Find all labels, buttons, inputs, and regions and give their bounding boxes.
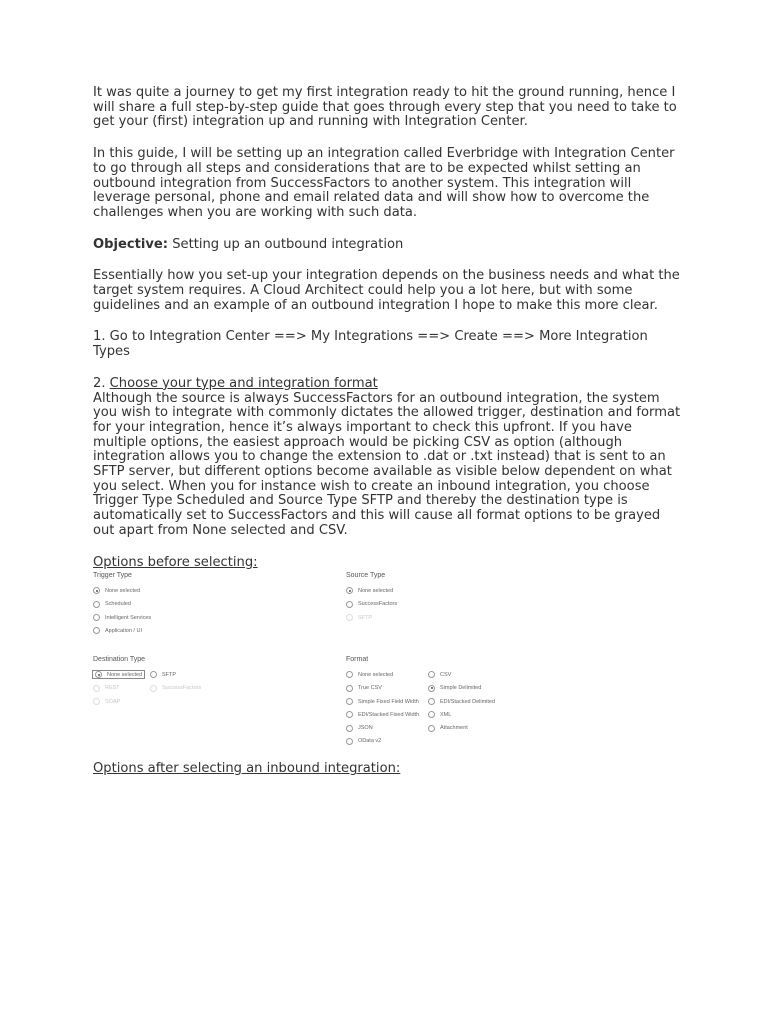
radio-label: EDI/Stacked Delimited bbox=[440, 698, 496, 705]
radio-option[interactable] bbox=[428, 668, 510, 681]
radio-option[interactable] bbox=[346, 682, 428, 695]
format-group bbox=[346, 656, 510, 748]
options-after-heading: Options after selecting an inbound integration: bbox=[93, 761, 401, 777]
setup-paragraph: Essentially how you set-up your integration depends on the business needs and what the target system requires. A Cloud Architect could help you a lot here, but with some guidelines and an example of an outbound integration I hope to make this more clear. bbox=[93, 268, 680, 313]
radio-icon bbox=[346, 614, 353, 621]
guide-paragraph: In this guide, I will be setting up an integration called Everbridge with Integration Center to go through all steps and considerations that are to be expected whilst setting an outbound integration from SuccessFactors to another system. This integration will leverage personal, phone and email related data and will show how to overcome the challenges when you are working with such data. bbox=[93, 146, 675, 220]
radio-option[interactable] bbox=[93, 611, 151, 624]
radio-label: SFTP bbox=[358, 614, 373, 621]
radio-icon bbox=[346, 698, 353, 705]
radio-icon bbox=[93, 601, 100, 608]
intro-paragraph: It was quite a journey to get my first integration ready to hit the ground running, hence I will share a full step-by-step guide that goes through every step that you need to take to get your (first) integration up and running with Integration Center. bbox=[93, 85, 677, 130]
radio-option bbox=[93, 682, 150, 695]
radio-label: XML bbox=[440, 711, 452, 718]
step-1: 1. Go to Integration Center ==> My Integrations ==> Create ==> More Integration Types bbox=[93, 329, 648, 360]
radio-label: Simple Delimited bbox=[440, 685, 482, 692]
radio-option[interactable] bbox=[93, 624, 151, 637]
step-2-number: 2. bbox=[93, 375, 110, 391]
radio-option[interactable] bbox=[346, 695, 428, 708]
radio-icon bbox=[93, 685, 100, 692]
radio-label: None selected bbox=[107, 671, 143, 678]
radio-icon bbox=[93, 627, 100, 634]
radio-icon bbox=[346, 738, 353, 745]
trigger-type-title: Trigger Type bbox=[93, 572, 132, 580]
radio-option[interactable] bbox=[93, 598, 151, 611]
radio-label: Application / UI bbox=[105, 627, 142, 634]
radio-label: Scheduled bbox=[105, 601, 131, 608]
radio-icon bbox=[428, 711, 435, 718]
radio-icon bbox=[150, 671, 157, 678]
radio-label: SuccessFactors bbox=[162, 685, 202, 692]
radio-option bbox=[346, 611, 397, 624]
radio-option[interactable] bbox=[428, 695, 510, 708]
radio-icon bbox=[150, 685, 157, 692]
radio-icon bbox=[428, 698, 435, 705]
format-title: Format bbox=[346, 656, 369, 664]
destination-type-group bbox=[93, 656, 232, 708]
options-screenshot bbox=[93, 572, 683, 762]
radio-label: True CSV bbox=[358, 685, 382, 692]
radio-option[interactable] bbox=[428, 682, 510, 695]
radio-label: EDI/Stacked Fixed Width bbox=[358, 711, 420, 718]
radio-label: CSV bbox=[440, 671, 452, 678]
radio-option[interactable] bbox=[93, 668, 150, 681]
radio-option[interactable] bbox=[346, 668, 428, 681]
radio-label: SOAP bbox=[105, 698, 121, 705]
radio-label: JSON bbox=[358, 725, 373, 732]
radio-label: OData v2 bbox=[358, 738, 382, 745]
radio-option[interactable] bbox=[346, 598, 397, 611]
radio-label: Simple Fixed Field Width bbox=[358, 698, 419, 705]
radio-icon bbox=[346, 601, 353, 608]
radio-label: SFTP bbox=[162, 671, 177, 678]
radio-option[interactable] bbox=[428, 708, 510, 721]
radio-option[interactable] bbox=[346, 708, 428, 721]
radio-label: REST bbox=[105, 685, 120, 692]
radio-label: None selected bbox=[105, 587, 141, 594]
destination-type-title: Destination Type bbox=[93, 656, 146, 664]
radio-icon bbox=[93, 614, 100, 621]
document-page bbox=[93, 86, 683, 777]
radio-selected-icon bbox=[95, 671, 102, 678]
radio-option[interactable] bbox=[346, 584, 397, 597]
step-2-title: Choose your type and integration format bbox=[109, 375, 378, 391]
radio-option bbox=[93, 695, 150, 708]
step-2-body: Although the source is always SuccessFactors for an outbound integration, the system you wish to integrate with commonly dictates the allowed trigger, destination and format for your integration, hence it’s always important to check this upfront. If you have multiple options, the easiest approach would be picking CSV as option (although integration allows you to change the extension to .dat or .txt instead) that is sent to an SFTP server, but different options become available as visible below dependent on what you select. When you for instance wish to create an inbound integration, you choose Trigger Type Scheduled and Source Type SFTP and thereby the destination type is automatically set to SuccessFactors and this will cause all format options to be grayed out apart from None selected and CSV. bbox=[93, 390, 681, 538]
radio-label: None selected bbox=[358, 587, 394, 594]
step-2-heading bbox=[93, 377, 683, 392]
radio-selected-icon bbox=[428, 685, 435, 692]
radio-icon bbox=[346, 671, 353, 678]
radio-option[interactable] bbox=[150, 668, 232, 681]
trigger-type-group bbox=[93, 572, 151, 637]
radio-option[interactable] bbox=[93, 584, 151, 597]
radio-label: Intelligent Services bbox=[105, 614, 152, 621]
radio-option[interactable] bbox=[346, 735, 428, 748]
objective-text: Setting up an outbound integration bbox=[168, 236, 404, 252]
source-type-title: Source Type bbox=[346, 572, 386, 580]
radio-option[interactable] bbox=[346, 721, 428, 734]
radio-label: None selected bbox=[358, 671, 394, 678]
radio-selected-icon bbox=[93, 587, 100, 594]
radio-option[interactable] bbox=[428, 721, 510, 734]
radio-icon bbox=[346, 685, 353, 692]
radio-icon bbox=[428, 671, 435, 678]
objective-line bbox=[93, 238, 683, 253]
radio-icon bbox=[428, 725, 435, 732]
radio-label: Attachment bbox=[440, 725, 468, 732]
objective-label: Objective: bbox=[93, 236, 169, 252]
options-before-heading: Options before selecting: bbox=[93, 554, 258, 570]
source-type-group bbox=[346, 572, 397, 624]
radio-icon bbox=[346, 725, 353, 732]
radio-selected-icon bbox=[346, 587, 353, 594]
radio-option bbox=[150, 682, 232, 695]
radio-label: SuccessFactors bbox=[358, 601, 398, 608]
radio-icon bbox=[93, 698, 100, 705]
radio-icon bbox=[346, 711, 353, 718]
